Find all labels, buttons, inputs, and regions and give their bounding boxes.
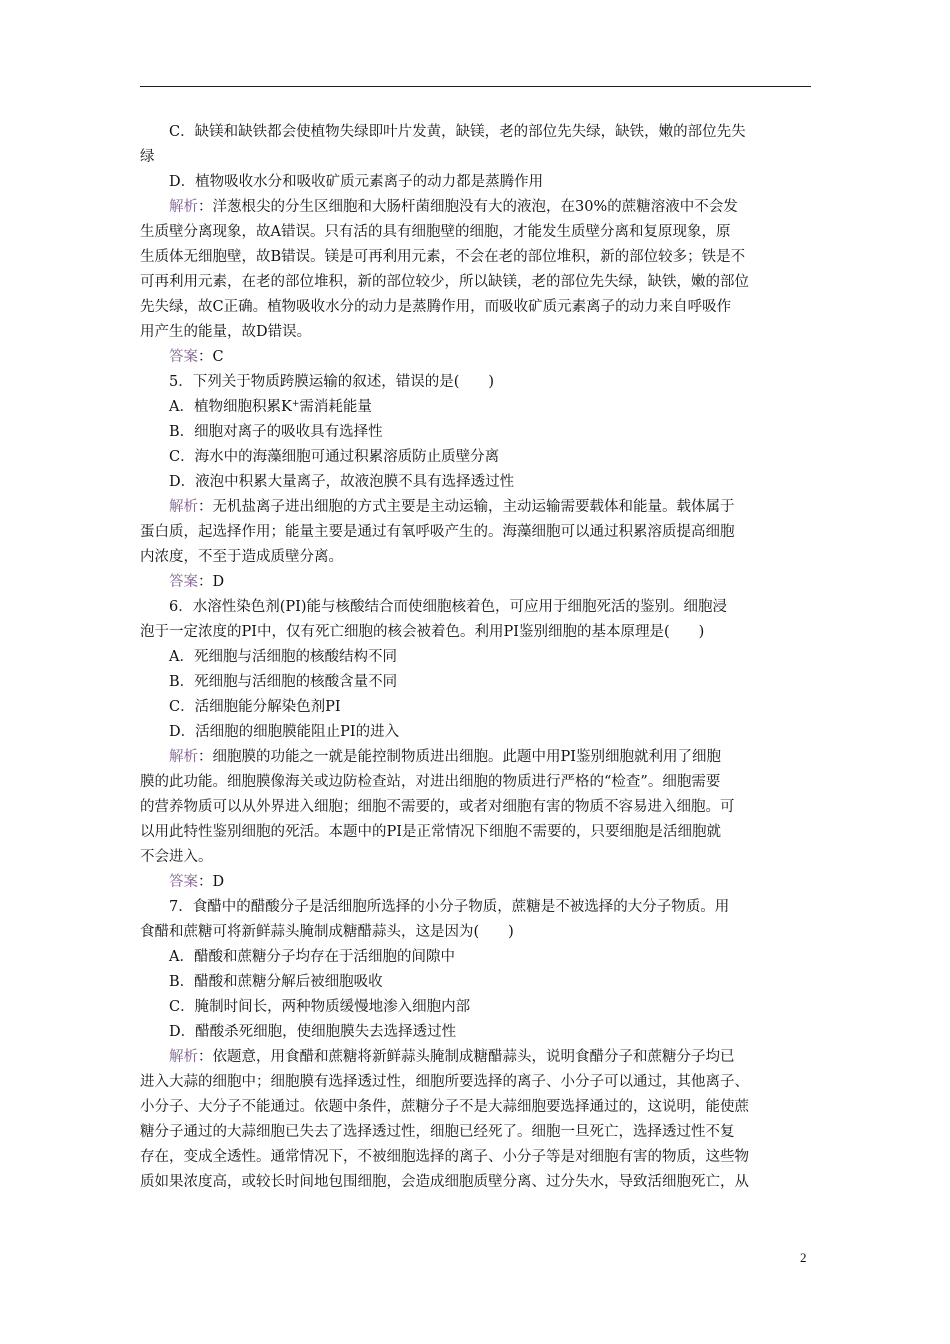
superscript: + (291, 399, 300, 409)
q7-explanation-line: 进入大蒜的细胞中；细胞膜有选择透过性，细胞所要选择的离子、小分子可以通过，其他离子、 (140, 1074, 749, 1090)
q5-explanation-line: 蛋白质，起选择作用；能量主要是通过有氧呼吸产生的。海藻细胞可以通过积累溶质提高细胞 (140, 524, 735, 540)
q6-explanation (140, 745, 811, 770)
option-text: 需消耗能量 (299, 399, 372, 415)
answer-label: 答案 (169, 574, 198, 590)
q7-explanation-line: 质如果浓度高，或较长时间地包围细胞，会造成细胞质壁分离、过分失水，导致活细胞死亡，从 (140, 1174, 749, 1190)
q5-option-a (140, 395, 811, 420)
explanation-text: ：洋葱根尖的分生区细胞和大肠杆菌细胞没有大的液泡，在30%的蔗糖溶液中不会发 (198, 199, 738, 215)
answer-value: ：C (198, 349, 224, 365)
q5-option-c: C．海水中的海藻细胞可通过积累溶质防止质壁分离 (169, 449, 500, 465)
q6-explanation-line: 以用此特性鉴别细胞的死活。本题中的PI是正常情况下细胞不需要的，只要细胞是活细胞就 (140, 824, 721, 840)
q6-option-d: D．活细胞的细胞膜能阻止PI的进入 (169, 724, 400, 740)
q5-stem: 5．下列关于物质跨膜运输的叙述，错误的是( ) (169, 374, 495, 390)
explanation-text: ：无机盐离子进出细胞的方式主要是主动运输，主动运输需要载体和能量。载体属于 (198, 499, 735, 515)
q5-explanation (140, 495, 811, 520)
q7-explanation (140, 1045, 811, 1070)
q4-explanation-line: 先失绿，故C正确。植物吸收水分的动力是蒸腾作用，而吸收矿质元素离子的动力来自呼吸作 (140, 299, 732, 315)
q6-stem: 6．水溶性染色剂(PI)能与核酸结合而使细胞核着色，可应用于细胞死活的鉴别。细胞浸 (169, 599, 728, 615)
q4-option-d: D．植物吸收水分和吸收矿质元素离子的动力都是蒸腾作用 (169, 174, 544, 190)
q5-answer (140, 570, 811, 595)
answer-label: 答案 (169, 874, 198, 890)
page-body (140, 120, 811, 1195)
explanation-text: ：细胞膜的功能之一就是能控制物质进出细胞。此题中用PI鉴别细胞就利用了细胞 (198, 749, 721, 765)
answer-label: 答案 (169, 349, 198, 365)
q5-option-d: D．液泡中积累大量离子，故液泡膜不具有选择透过性 (169, 474, 515, 490)
q5-option-b: B．细胞对离子的吸收具有选择性 (169, 424, 383, 440)
q7-stem: 7．食醋中的醋酸分子是活细胞所选择的小分子物质，蔗糖是不被选择的大分子物质。用 (169, 899, 730, 915)
q6-explanation-line: 不会进入。 (140, 849, 213, 865)
q4-explanation-line: 生质体无细胞壁，故B错误。镁是可再利用元素，不会在老的部位堆积，新的部位较多；铁是不 (140, 249, 746, 265)
explanation-label: 解析 (169, 1049, 198, 1065)
q4-answer (140, 345, 811, 370)
q7-option-d: D．醋酸杀死细胞，使细胞膜失去选择透过性 (169, 1024, 457, 1040)
q4-option-c-cont: 绿 (140, 149, 155, 165)
q7-option-a: A．醋酸和蔗糖分子均存在于活细胞的间隙中 (169, 949, 455, 965)
q6-option-c: C．活细胞能分解染色剂PI (169, 699, 341, 715)
q6-explanation-line: 的营养物质可以从外界进入细胞；细胞不需要的，或者对细胞有害的物质不容易进入细胞。可 (140, 799, 735, 815)
q6-stem-cont: 泡于一定浓度的PI中，仅有死亡细胞的核会被着色。利用PI鉴别细胞的基本原理是( ) (140, 624, 705, 640)
answer-value: ：D (198, 874, 225, 890)
q7-explanation-line: 存在，变成全透性。通常情况下，不被细胞选择的离子、小分子等是对细胞有害的物质，这些物 (140, 1149, 749, 1165)
page-number: 2 (800, 1250, 807, 1265)
explanation-label: 解析 (169, 749, 198, 765)
explanation-text: ：依题意，用食醋和蔗糖将新鲜蒜头腌制成糖醋蒜头，说明食醋分子和蔗糖分子均已 (198, 1049, 735, 1065)
header-rule (140, 86, 811, 87)
q4-explanation-line: 用产生的能量，故D错误。 (140, 324, 312, 340)
q5-explanation-line: 内浓度，不至于造成质壁分离。 (140, 549, 343, 565)
q7-stem-cont: 食醋和蔗糖可将新鲜蒜头腌制成糖醋蒜头，这是因为( ) (140, 924, 514, 940)
q4-option-c: C．缺镁和缺铁都会使植物失绿即叶片发黄，缺镁，老的部位先失绿，缺铁，嫩的部位先失 (169, 124, 746, 140)
explanation-label: 解析 (169, 499, 198, 515)
q7-explanation-line: 小分子、大分子不能通过。依题中条件，蔗糖分子不是大蒜细胞要选择通过的，这说明，能使蔗 (140, 1099, 749, 1115)
q4-explanation (140, 195, 811, 220)
q7-option-c: C．腌制时间长，两种物质缓慢地渗入细胞内部 (169, 999, 471, 1015)
q6-option-b: B．死细胞与活细胞的核酸含量不同 (169, 674, 398, 690)
answer-value: ：D (198, 574, 225, 590)
q4-explanation-line: 生质壁分离现象，故A错误。只有活的具有细胞壁的细胞，才能发生质壁分离和复原现象，原 (140, 224, 731, 240)
q7-explanation-line: 糖分子通过的大蒜细胞已失去了选择透过性，细胞已经死了。细胞一旦死亡，选择透过性不复 (140, 1124, 735, 1140)
q6-explanation-line: 膜的此功能。细胞膜像海关或边防检查站，对进出细胞的物质进行严格的“检查”。细胞需要 (140, 774, 721, 790)
q6-answer (140, 870, 811, 895)
q4-explanation-line: 可再利用元素，在老的部位堆积，新的部位较少，所以缺镁，老的部位先失绿，缺铁，嫩的部位 (140, 274, 749, 290)
q7-option-b: B．醋酸和蔗糖分解后被细胞吸收 (169, 974, 383, 990)
explanation-label: 解析 (169, 199, 198, 215)
q6-option-a: A．死细胞与活细胞的核酸结构不同 (169, 649, 397, 665)
option-text: A．植物细胞积累K (169, 399, 292, 415)
